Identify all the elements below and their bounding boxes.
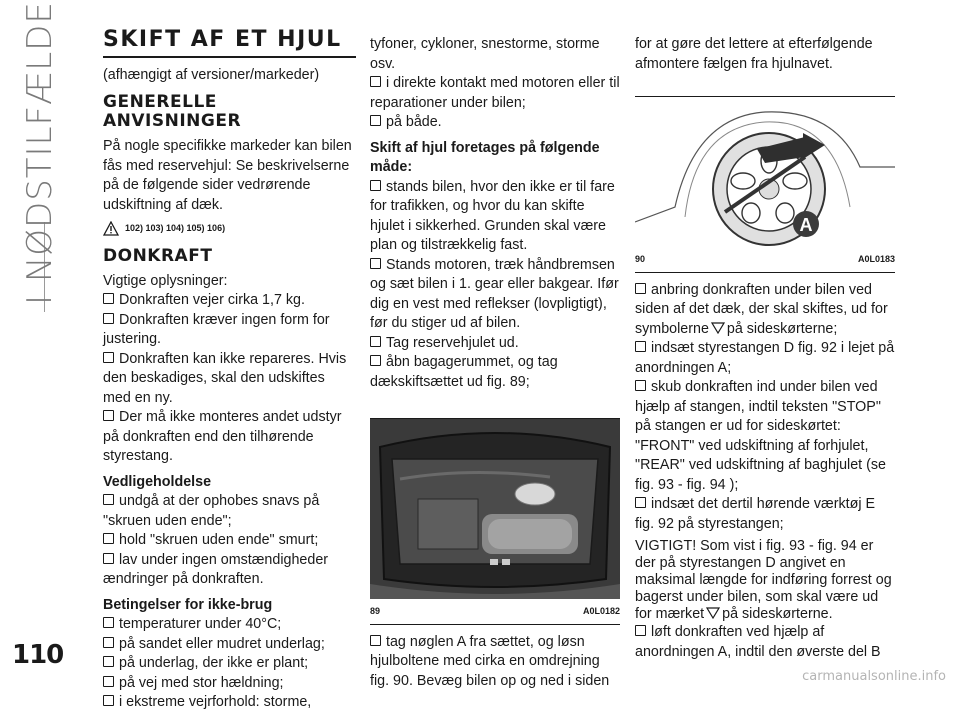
list-item: på både.	[370, 113, 620, 133]
figure-code: A0L0183	[857, 254, 895, 264]
checkbox-icon	[103, 553, 114, 564]
checkbox-icon	[103, 695, 114, 706]
checkbox-icon	[370, 635, 381, 646]
list-item: Der må ikke monteres andet udstyr på donkraften end den tilhørende styrestang.	[103, 409, 342, 464]
list-item: åbn bagagerummet, og tag dækskiftsættet ud fig. 89;	[370, 354, 558, 390]
checkbox-icon	[103, 494, 114, 505]
page-title: SKIFT AF ET HJUL	[103, 30, 356, 58]
heading-conditions: Betingelser for ikke-brug	[103, 596, 273, 613]
checkbox-icon	[635, 497, 646, 508]
jack-bullet-list	[103, 291, 356, 467]
checkbox-icon	[103, 533, 114, 544]
subtitle: (afhængigt af versioner/markeder)	[103, 66, 320, 83]
list-item: anbring donkraften under bilen ved siden af det dæk, der skal skiftes, ud for symbolerne på sideskørterne;	[635, 281, 888, 337]
trunk-photo-image	[370, 419, 620, 599]
list-item: indsæt styrestangen D fig. 92 i lejet på anordningen A;	[635, 340, 895, 376]
checkbox-icon	[103, 352, 114, 363]
list-item: på sandet eller mudret underlag;	[103, 635, 356, 655]
figure-code: A0L0182	[582, 606, 620, 616]
wheel-illustration-image	[635, 97, 895, 247]
column-2	[370, 35, 620, 691]
checkbox-icon	[370, 355, 381, 366]
warning-refs: 102) 103) 104) 105) 106)	[125, 223, 226, 233]
list-item: skub donkraften ind under bilen ved hjælp af stangen, indtil teksten "STOP" på stangen er ud for sideskørtet: "FRONT" ved udskiftning af forhjulet, "REAR" ved udskiftning af baghjulet (se fig. 93 - fig. 94 );	[635, 379, 886, 493]
continued-text: tyfoner, cykloner, snestorme, storme osv.	[370, 36, 600, 72]
list-item: Donkraften vejer cirka 1,7 kg.	[103, 291, 356, 311]
list-item: løft donkraften ved hjælp af anordningen A, indtil den øverste del B	[635, 624, 881, 660]
warning-triangle-icon	[103, 221, 119, 236]
checkbox-icon	[103, 293, 114, 304]
checkbox-icon	[103, 637, 114, 648]
heading-general: GENERELLE ANVISNINGER	[103, 92, 242, 131]
maintenance-bullet-list	[103, 492, 356, 590]
heading-jack: DONKRAFT	[103, 245, 213, 266]
list-item: Donkraften kan ikke repareres. Hvis den beskadiges, skal den udskiftes med en ny.	[103, 350, 347, 406]
figure-number: 90	[635, 254, 646, 264]
paragraph-general: På nogle specifikke markeder kan bilen fås med reservehjul: Se beskrivelserne på de følgende sider vedrørende udskiftning af dæk.	[103, 138, 352, 213]
list-item: indsæt det dertil hørende værktøj E fig. 92 på styrestangen;	[635, 496, 876, 532]
down-triangle-marker-icon	[706, 607, 720, 619]
list-item: temperaturer under 40°C;	[103, 615, 356, 635]
list-item: stands bilen, hvor den ikke er til fare for trafikken, og hvor du kan skifte hjulet i sikkerhed. Grunden skal være plan og tilstrækkelig fast.	[370, 178, 615, 253]
checkbox-icon	[370, 180, 381, 191]
list-item: Tag reservehjulet ud.	[370, 334, 620, 354]
list-item: hold "skruen uden ende" smurt;	[103, 531, 356, 551]
column-3	[635, 35, 895, 662]
continued-text: for at gøre det lettere at efterfølgende afmontere fælgen fra hjulnavet.	[635, 36, 873, 72]
page-number: 110	[12, 640, 64, 670]
list-item: tag nøglen A fra sættet, og løsn hjulboltene med cirka en omdrejning fig. 90. Bevæg bilen op og ned i siden	[370, 633, 610, 689]
checkbox-icon	[103, 656, 114, 667]
heading-maintenance: Vedligeholdelse	[103, 473, 212, 490]
list-item: i ekstreme vejrforhold: storme,	[103, 693, 356, 713]
list-item: på underlag, der ikke er plant;	[103, 654, 356, 674]
list-item: Donkraften kræver ingen form for justering.	[103, 311, 330, 347]
section-title-vertical: I NØDSTILFÆLDE	[20, 1, 60, 305]
checkbox-icon	[103, 617, 114, 628]
down-triangle-marker-icon	[711, 322, 725, 334]
important-note: VIGTIGT! Som vist i fig. 93 - fig. 94 er der på styrestangen D angivet en maksimal længde for indføring forrest og bagerst under bilen, som skal være ud for mærket på sideskørterne.	[635, 538, 892, 622]
list-item: undgå at der ophobes snavs på "skruen uden ende";	[103, 493, 320, 529]
checkbox-icon	[103, 313, 114, 324]
list-item: Stands motoren, træk håndbremsen og sæt bilen i 1. gear eller bakgear. Ifør dig en vest med reflekser (lovpligtigt), før du stiger ud af bilen.	[370, 256, 619, 331]
checkbox-icon	[635, 625, 646, 636]
checkbox-icon	[370, 115, 381, 126]
list-item: lav under ingen omstændigheder ændringer på donkraften.	[103, 551, 329, 587]
important-info-label: Vigtige oplysninger:	[103, 272, 228, 289]
heading-wheel-change: Skift af hjul foretages på følgende måde:	[370, 139, 600, 175]
figure-90	[635, 96, 895, 273]
column-1	[103, 27, 356, 713]
list-item: i direkte kontakt med motoren eller til reparationer under bilen;	[370, 75, 620, 111]
section-side-tab	[0, 0, 74, 686]
figure-number: 89	[370, 606, 381, 616]
figure-callout-label: A	[799, 215, 813, 235]
list-item: på vej med stor hældning;	[103, 674, 356, 694]
checkbox-icon	[635, 283, 646, 294]
watermark: carmanualsonline.info	[802, 669, 946, 684]
figure-89	[370, 418, 620, 625]
warning-reference	[103, 219, 356, 239]
checkbox-icon	[370, 336, 381, 347]
checkbox-icon	[370, 76, 381, 87]
checkbox-icon	[103, 676, 114, 687]
checkbox-icon	[370, 258, 381, 269]
checkbox-icon	[635, 380, 646, 391]
checkbox-icon	[103, 410, 114, 421]
conditions-bullet-list	[103, 615, 356, 713]
checkbox-icon	[635, 341, 646, 352]
